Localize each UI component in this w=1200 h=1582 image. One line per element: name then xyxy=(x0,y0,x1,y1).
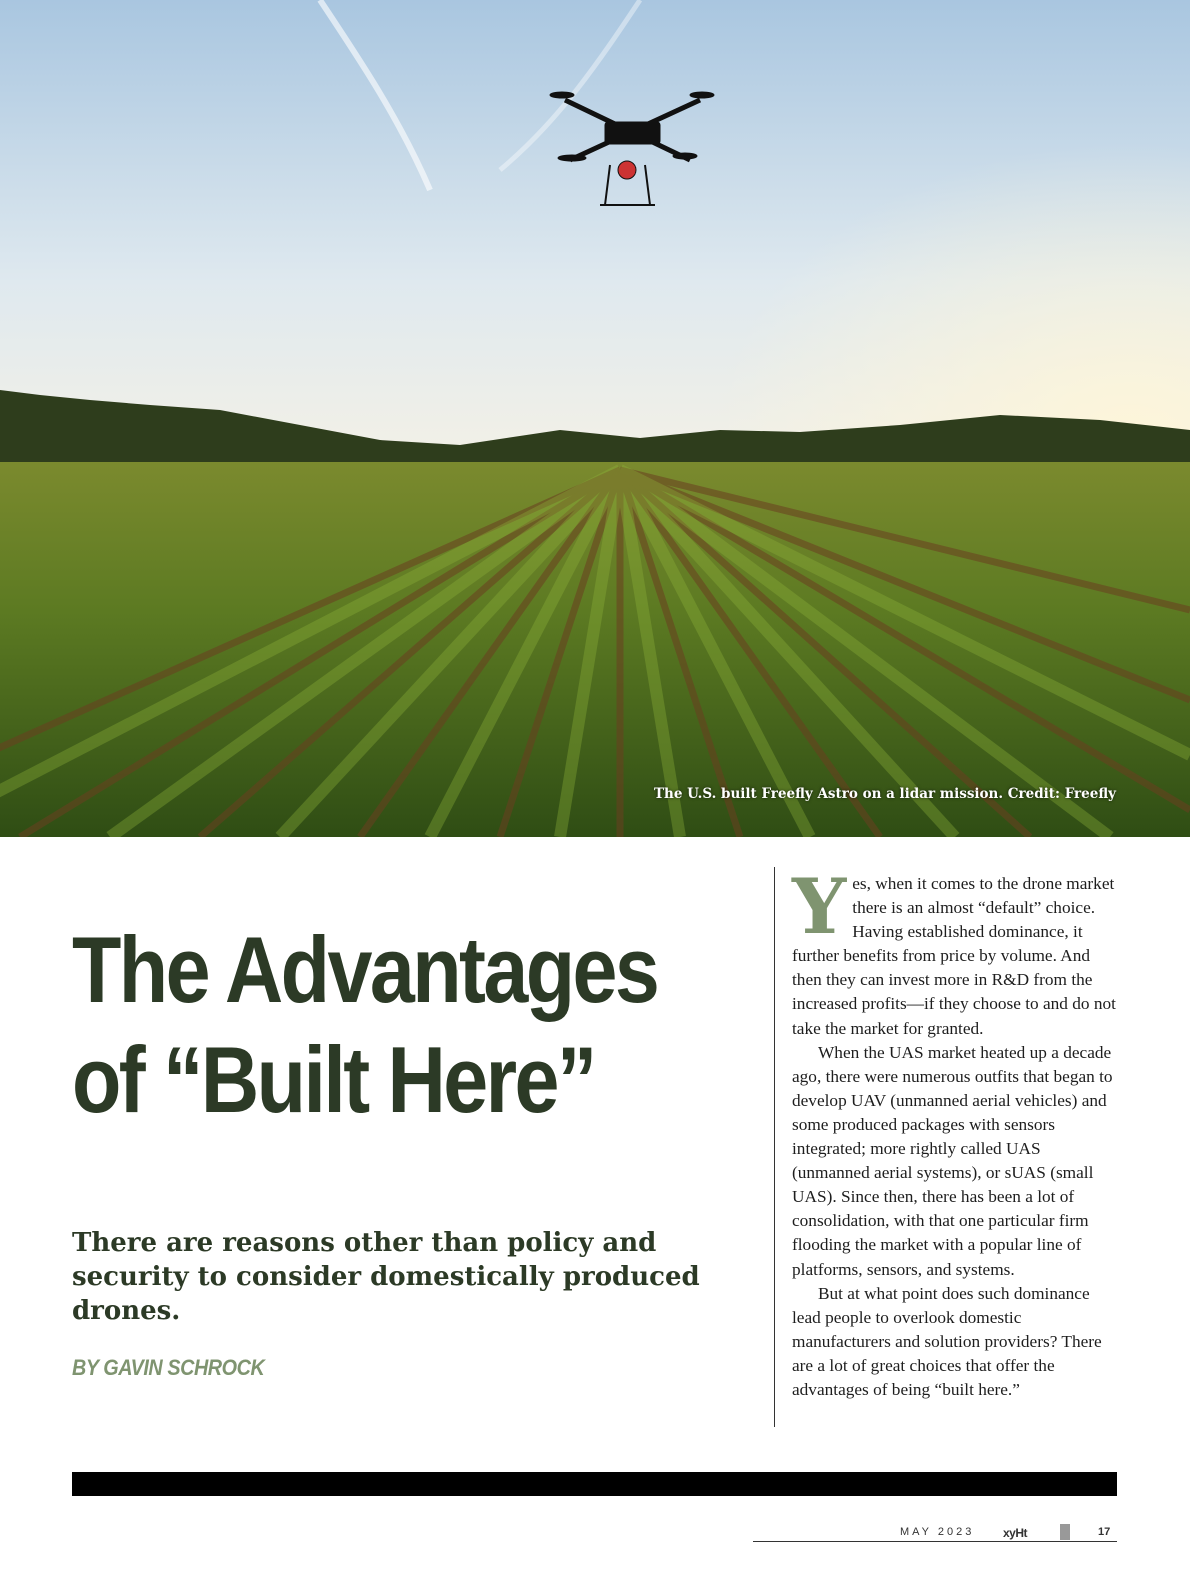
article-deck: There are reasons other than policy and security to consider domestically produced drones. xyxy=(72,1228,700,1326)
body-paragraph-1 xyxy=(792,862,1122,1041)
footer-separator-block xyxy=(1060,1524,1070,1540)
decorative-bar xyxy=(72,1472,1117,1496)
title-line-2: of “Built Here” xyxy=(72,1027,595,1132)
body-paragraph-2: When the UAS market heated up a decade ago, there were numerous outfits that began to develop UAV (unmanned aerial vehicles) and some produced packages with sensors integrated; more rightly called UAS (unmanned aerial systems), or sUAS (small UAS). Since then, there has been a lot of consolidation, with that one particular firm flooding the market with a popular line of platforms, sensors, and systems. xyxy=(792,1042,1113,1279)
paragraph-1-text: es, when it comes to the drone market there is an almost “default” choice. Having established dominance, it further benefits from price by volume. And then they can invest more in R&D from the increased profits—if they choose to and do not take the market for granted. xyxy=(792,874,1116,1038)
footer-date: MAY 2023 xyxy=(900,1526,975,1538)
article-title xyxy=(72,915,665,1135)
footer-rule xyxy=(753,1541,1117,1542)
drop-cap: Y xyxy=(792,862,847,951)
footer-magazine: xyHt xyxy=(1003,1526,1028,1540)
photo-caption: The U.S. built Freefly Astro on a lidar mission. Credit: Freefly xyxy=(653,786,1116,802)
article-body xyxy=(792,862,1122,1402)
article-byline: BY GAVIN SCHROCK xyxy=(72,1355,265,1380)
body-paragraph-3: But at what point does such dominance lead people to overlook domestic manufacturers and solution providers? There are a lot of great choices that offer the advantages of being “built here.” xyxy=(792,1283,1102,1399)
title-line-1: The Advantages xyxy=(72,917,658,1022)
column-rule xyxy=(774,867,775,1427)
page-number: 17 xyxy=(1098,1526,1111,1538)
